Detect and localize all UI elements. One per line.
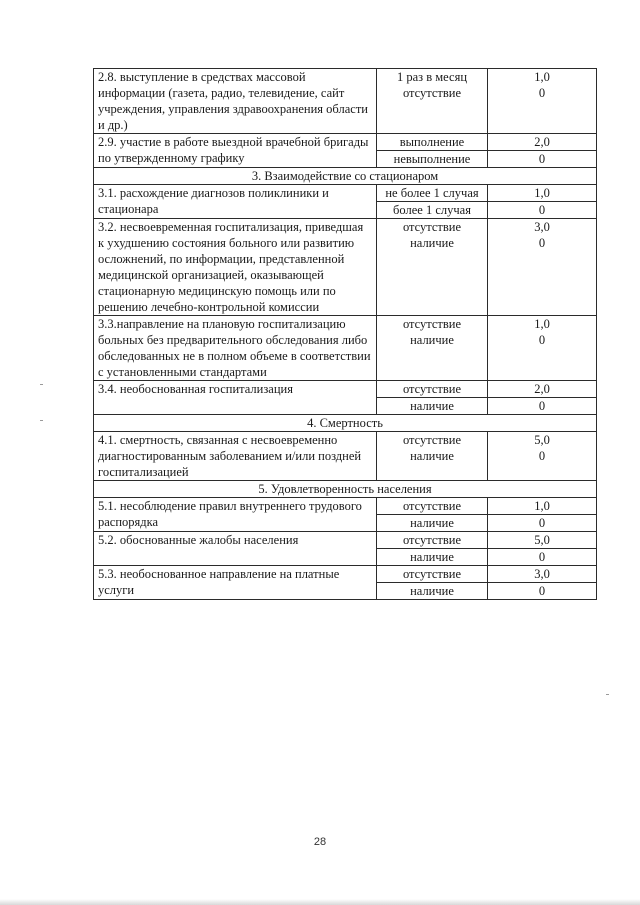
score-cell: 1,0 xyxy=(488,498,597,515)
table-row xyxy=(94,219,597,316)
score-text: 1,0 xyxy=(534,70,550,84)
table-row xyxy=(94,381,597,398)
score-cell: 5,0 xyxy=(488,532,597,549)
score-cell: 0 xyxy=(488,151,597,168)
condition-cell: отсутствие xyxy=(377,566,488,583)
score-text: 0 xyxy=(538,449,546,463)
score-text: 0 xyxy=(538,236,546,250)
condition-cell: отсутствие xyxy=(377,381,488,398)
score-text: 0 xyxy=(538,86,546,100)
condition-cell: более 1 случая xyxy=(377,202,488,219)
score-cell: 0 xyxy=(488,549,597,566)
section-title: 5. Удовлетворенность населения xyxy=(94,481,597,498)
score-cell: 0 xyxy=(488,515,597,532)
score-cell: 0 xyxy=(488,583,597,600)
criteria-score-table xyxy=(93,68,597,600)
table-body xyxy=(94,69,597,600)
condition-text: 1 раз в месяц xyxy=(396,70,468,84)
criterion-text: 5.3. необоснованное направление на платные услуги xyxy=(94,566,377,600)
score-cell xyxy=(488,432,597,481)
condition-cell: наличие xyxy=(377,549,488,566)
condition-cell: не более 1 случая xyxy=(377,185,488,202)
table-row xyxy=(94,185,597,202)
score-cell xyxy=(488,219,597,316)
score-cell: 2,0 xyxy=(488,381,597,398)
criterion-text: 5.1. несоблюдение правил внутреннего трудового распорядка xyxy=(94,498,377,532)
score-cell: 2,0 xyxy=(488,134,597,151)
score-cell: 0 xyxy=(488,398,597,415)
criterion-text: 2.9. участие в работе выездной врачебной бригады по утвержденному графику xyxy=(94,134,377,168)
condition-cell: наличие xyxy=(377,583,488,600)
criterion-text: 4.1. смертность, связанная с несвоевременно диагностированным заболеванием и/или поздней госпитализацией xyxy=(94,432,377,481)
section-header-row xyxy=(94,415,597,432)
table-row xyxy=(94,69,597,134)
criterion-text: 3.4. необоснованная госпитализация xyxy=(94,381,377,415)
condition-cell xyxy=(377,432,488,481)
condition-cell: наличие xyxy=(377,398,488,415)
score-cell xyxy=(488,316,597,381)
condition-cell xyxy=(377,316,488,381)
condition-cell xyxy=(377,69,488,134)
table-row xyxy=(94,134,597,151)
section-title: 4. Смертность xyxy=(94,415,597,432)
score-cell xyxy=(488,69,597,134)
score-cell: 1,0 xyxy=(488,185,597,202)
score-text: 0 xyxy=(538,333,546,347)
table-row xyxy=(94,316,597,381)
criterion-text: 5.2. обоснованные жалобы населения xyxy=(94,532,377,566)
page-number: 28 xyxy=(313,836,327,848)
score-text: 1,0 xyxy=(534,317,550,331)
criterion-text: 2.8. выступление в средствах массовой информации (газета, радио, телевидение, сайт учреждения, управления здравоохранения области и др.) xyxy=(94,69,377,134)
condition-cell: невыполнение xyxy=(377,151,488,168)
table-row xyxy=(94,432,597,481)
scan-mark xyxy=(40,384,43,385)
table-row xyxy=(94,566,597,583)
criterion-text: 3.2. несвоевременная госпитализация, приведшая к ухудшению состояния больного или развитию осложнений, по информации, представленной медицинской организацией, оказывающей стационарную медицинскую помощь или по решению лечебно-контрольной комиссии xyxy=(94,219,377,316)
section-header-row xyxy=(94,168,597,185)
score-cell: 3,0 xyxy=(488,566,597,583)
section-header-row xyxy=(94,481,597,498)
condition-text: наличие xyxy=(410,236,454,250)
score-text: 5,0 xyxy=(534,433,550,447)
table-row xyxy=(94,532,597,549)
condition-text: отсутствие xyxy=(402,220,462,234)
criterion-text: 3.1. расхождение диагнозов поликлиники и стационара xyxy=(94,185,377,219)
condition-cell xyxy=(377,219,488,316)
score-cell: 0 xyxy=(488,202,597,219)
condition-text: отсутствие xyxy=(402,433,462,447)
condition-text: отсутствие xyxy=(402,317,462,331)
condition-cell: отсутствие xyxy=(377,498,488,515)
condition-cell: отсутствие xyxy=(377,532,488,549)
condition-text: наличие xyxy=(410,333,454,347)
section-title: 3. Взаимодействие со стационаром xyxy=(94,168,597,185)
condition-cell: выполнение xyxy=(377,134,488,151)
criterion-text: 3.3.направление на плановую госпитализацию больных без предварительного обследования либо обследованных не в полном объеме в соответствии с установленными стандартами xyxy=(94,316,377,381)
condition-cell: наличие xyxy=(377,515,488,532)
score-text: 3,0 xyxy=(534,220,550,234)
scan-mark xyxy=(40,420,43,421)
scan-edge xyxy=(0,899,640,905)
condition-text: наличие xyxy=(410,449,454,463)
table-row xyxy=(94,498,597,515)
condition-text: отсутствие xyxy=(402,86,462,100)
scan-mark xyxy=(606,694,609,695)
